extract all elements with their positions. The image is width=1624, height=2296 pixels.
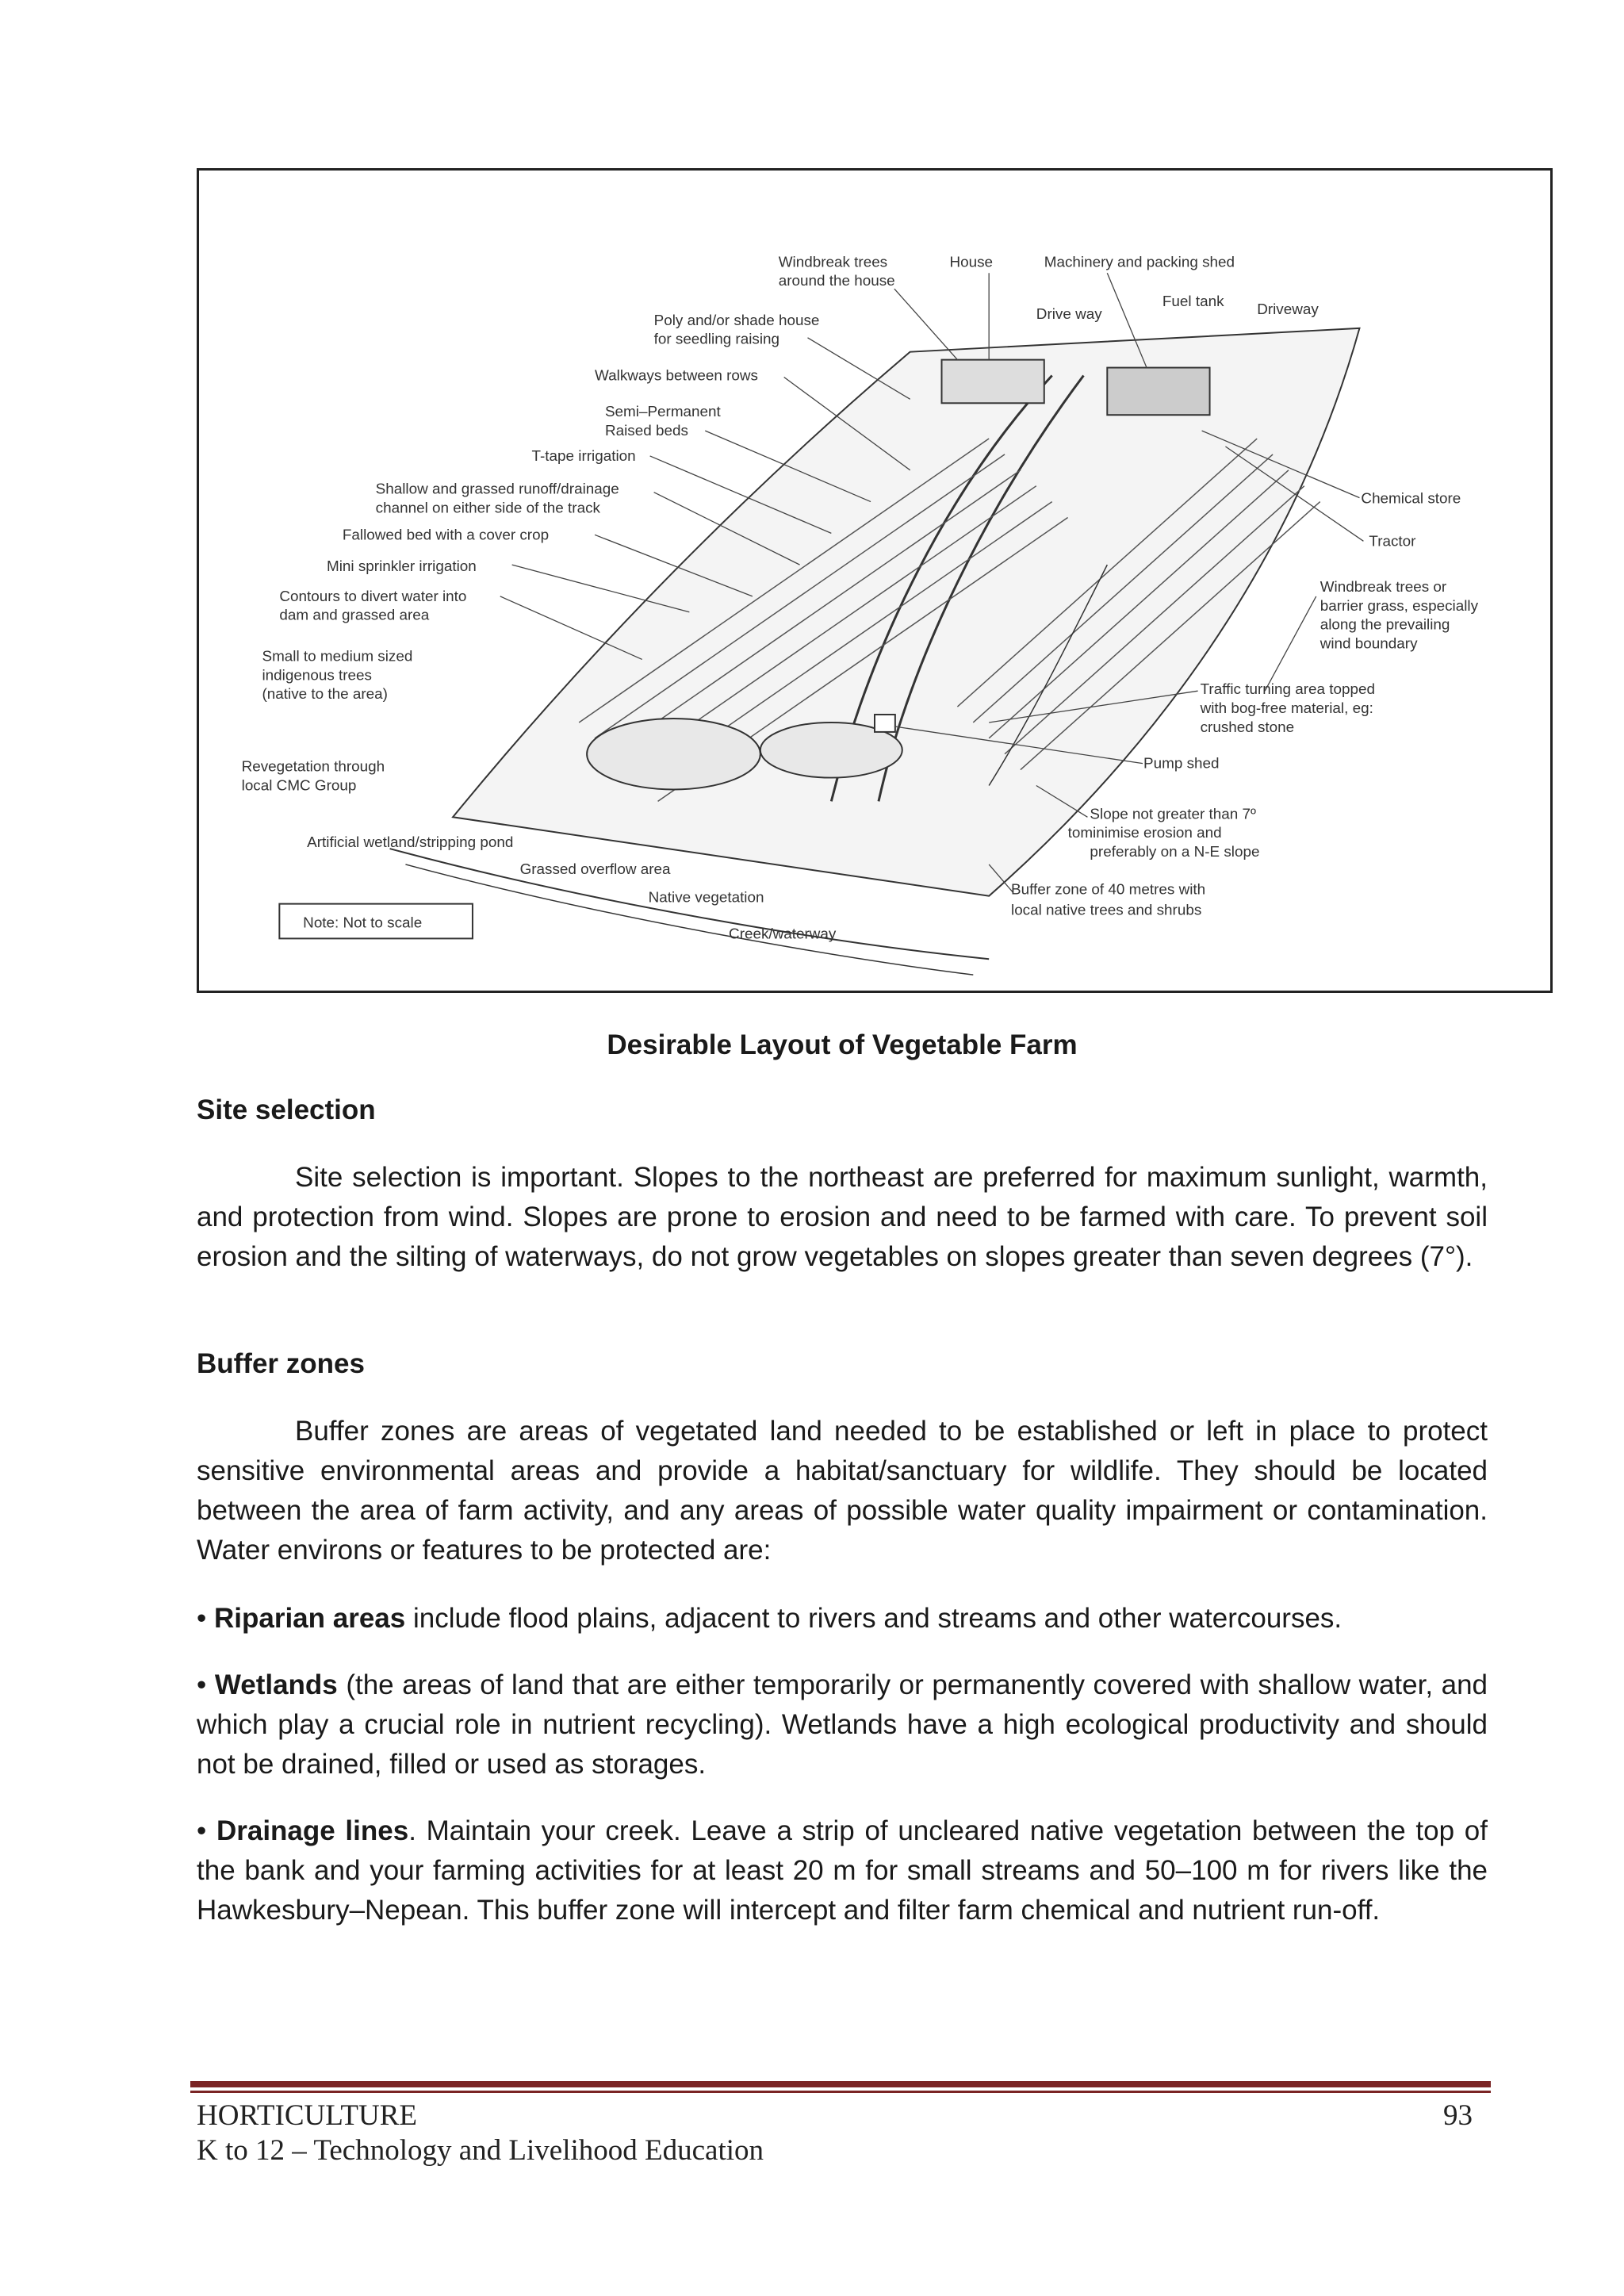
- heading-buffer-zones: Buffer zones: [197, 1348, 365, 1379]
- svg-text:Raised beds: Raised beds: [604, 423, 688, 440]
- label-sprinkler: Mini sprinkler irrigation: [327, 558, 477, 576]
- bullet-riparian: • Riparian areas include flood plains, adjacent to rivers and streams and other watercourses.: [197, 1603, 1342, 1634]
- footer-subject: HORTICULTURE: [197, 2099, 418, 2132]
- label-native-vegetation: Native vegetation: [648, 889, 764, 907]
- label-note: Note: Not to scale: [303, 914, 423, 932]
- farm-layout-figure: [197, 168, 1553, 993]
- label-creek: Creek/waterway: [729, 926, 837, 943]
- label-tractor: Tractor: [1369, 533, 1416, 550]
- term-drainage: Drainage lines: [216, 1815, 409, 1846]
- svg-text:along the prevailing: along the prevailing: [1320, 616, 1450, 634]
- svg-text:local native trees and shrubs: local native trees and shrubs: [1011, 902, 1202, 919]
- svg-text:wind boundary: wind boundary: [1320, 635, 1418, 653]
- label-indigenous: Small to medium sized: [262, 648, 413, 665]
- term-riparian: Riparian areas: [213, 1603, 406, 1634]
- svg-text:(native to the area): (native to the area): [262, 686, 388, 703]
- svg-text:indigenous trees: indigenous trees: [262, 667, 372, 684]
- label-wetland: Artificial wetland/stripping pond: [307, 834, 514, 852]
- pump-shed-shape: [875, 715, 895, 732]
- label-slope: Slope not greater than 7º: [1090, 806, 1256, 823]
- label-walkways: Walkways between rows: [595, 367, 759, 385]
- label-grassed-overflow: Grassed overflow area: [519, 861, 671, 878]
- label-contours: Contours to divert water into: [279, 588, 467, 605]
- svg-text:local CMC Group: local CMC Group: [241, 777, 357, 795]
- label-windbreak-house: Windbreak trees: [778, 254, 888, 271]
- term-wetlands: Wetlands: [214, 1669, 338, 1700]
- label-pump-shed: Pump shed: [1143, 755, 1220, 772]
- label-drive-way: Drive way: [1036, 305, 1102, 323]
- svg-text:tominimise erosion and: tominimise erosion and: [1067, 825, 1222, 842]
- label-machinery-shed: Machinery and packing shed: [1044, 254, 1235, 271]
- svg-text:preferably on a N-E slope: preferably on a N-E slope: [1090, 843, 1260, 861]
- paragraph-buffer-zones: Buffer zones are areas of vegetated land needed to be established or left in place to protect sensitive environmental areas and provide a habitat/sanctuary for wildlife. They should be located between the area of farm activity, and any areas of possible water quality impairment or contamination. Water environs or features to be protected are:: [197, 1416, 1488, 1566]
- heading-site-selection: Site selection: [197, 1094, 376, 1125]
- footer-rule-thin: [190, 2091, 1491, 2093]
- label-buffer: Buffer zone of 40 metres with: [1011, 881, 1206, 899]
- label-chemical-store: Chemical store: [1361, 490, 1461, 508]
- svg-text:channel on either side of the: channel on either side of the track: [375, 500, 600, 517]
- label-driveway: Driveway: [1257, 301, 1319, 318]
- footer-series: K to 12 – Technology and Livelihood Education: [197, 2134, 764, 2167]
- label-windbreak-grass: Windbreak trees or: [1320, 578, 1447, 596]
- label-traffic: Traffic turning area topped: [1200, 681, 1375, 699]
- label-raised-beds: Semi–Permanent: [604, 404, 721, 421]
- farm-layout-illustration: [199, 171, 1550, 991]
- figure-caption: Desirable Layout of Vegetable Farm: [607, 1029, 1078, 1060]
- svg-text:dam and grassed area: dam and grassed area: [279, 607, 430, 624]
- svg-text:with bog-free material, eg:: with bog-free material, eg:: [1200, 700, 1373, 718]
- label-drainage: Shallow and grassed runoff/drainage: [375, 481, 619, 498]
- svg-text:for seedling raising: for seedling raising: [653, 331, 780, 348]
- page-number: 93: [1443, 2099, 1473, 2132]
- label-house: House: [949, 254, 994, 271]
- label-revegetation: Revegetation through: [241, 758, 385, 776]
- wetland-pond-shape: [587, 719, 760, 789]
- label-poly-house: Poly and/or shade house: [653, 312, 820, 329]
- house-shape: [942, 360, 1044, 404]
- bullet-drainage: • Drainage lines. Maintain your creek. Leave a strip of uncleared native vegetation between the top of the bank and your farming activities for at least 20 m for small streams and 50–100 m for rivers like the Hawkesbury–Nepean. This buffer zone will intercept and filter farm chemical and nutrient run-off.: [197, 1815, 1488, 1926]
- label-fuel-tank: Fuel tank: [1162, 293, 1224, 311]
- label-fallowed: Fallowed bed with a cover crop: [342, 527, 550, 544]
- label-ttape: T-tape irrigation: [531, 447, 636, 465]
- machinery-shed-shape: [1107, 368, 1209, 416]
- svg-text:crushed stone: crushed stone: [1200, 719, 1295, 736]
- svg-text:barrier grass, especially: barrier grass, especially: [1320, 597, 1479, 615]
- bullet-wetlands: • Wetlands (the areas of land that are either temporarily or permanently covered with shallow water, and which play a crucial role in nutrient recycling). Wetlands have a high ecological productivity and should not be drained, filled or used as storages.: [197, 1669, 1488, 1780]
- paragraph-site-selection: Site selection is important. Slopes to the northeast are preferred for maximum sunlight, warmth, and protection from wind. Slopes are prone to erosion and need to be farmed with care. To prevent soil erosion and the silting of waterways, do not grow vegetables on slopes greater than seven degrees (7°).: [197, 1162, 1488, 1272]
- svg-text:around the house: around the house: [778, 273, 895, 290]
- footer-rule-thick: [190, 2081, 1491, 2087]
